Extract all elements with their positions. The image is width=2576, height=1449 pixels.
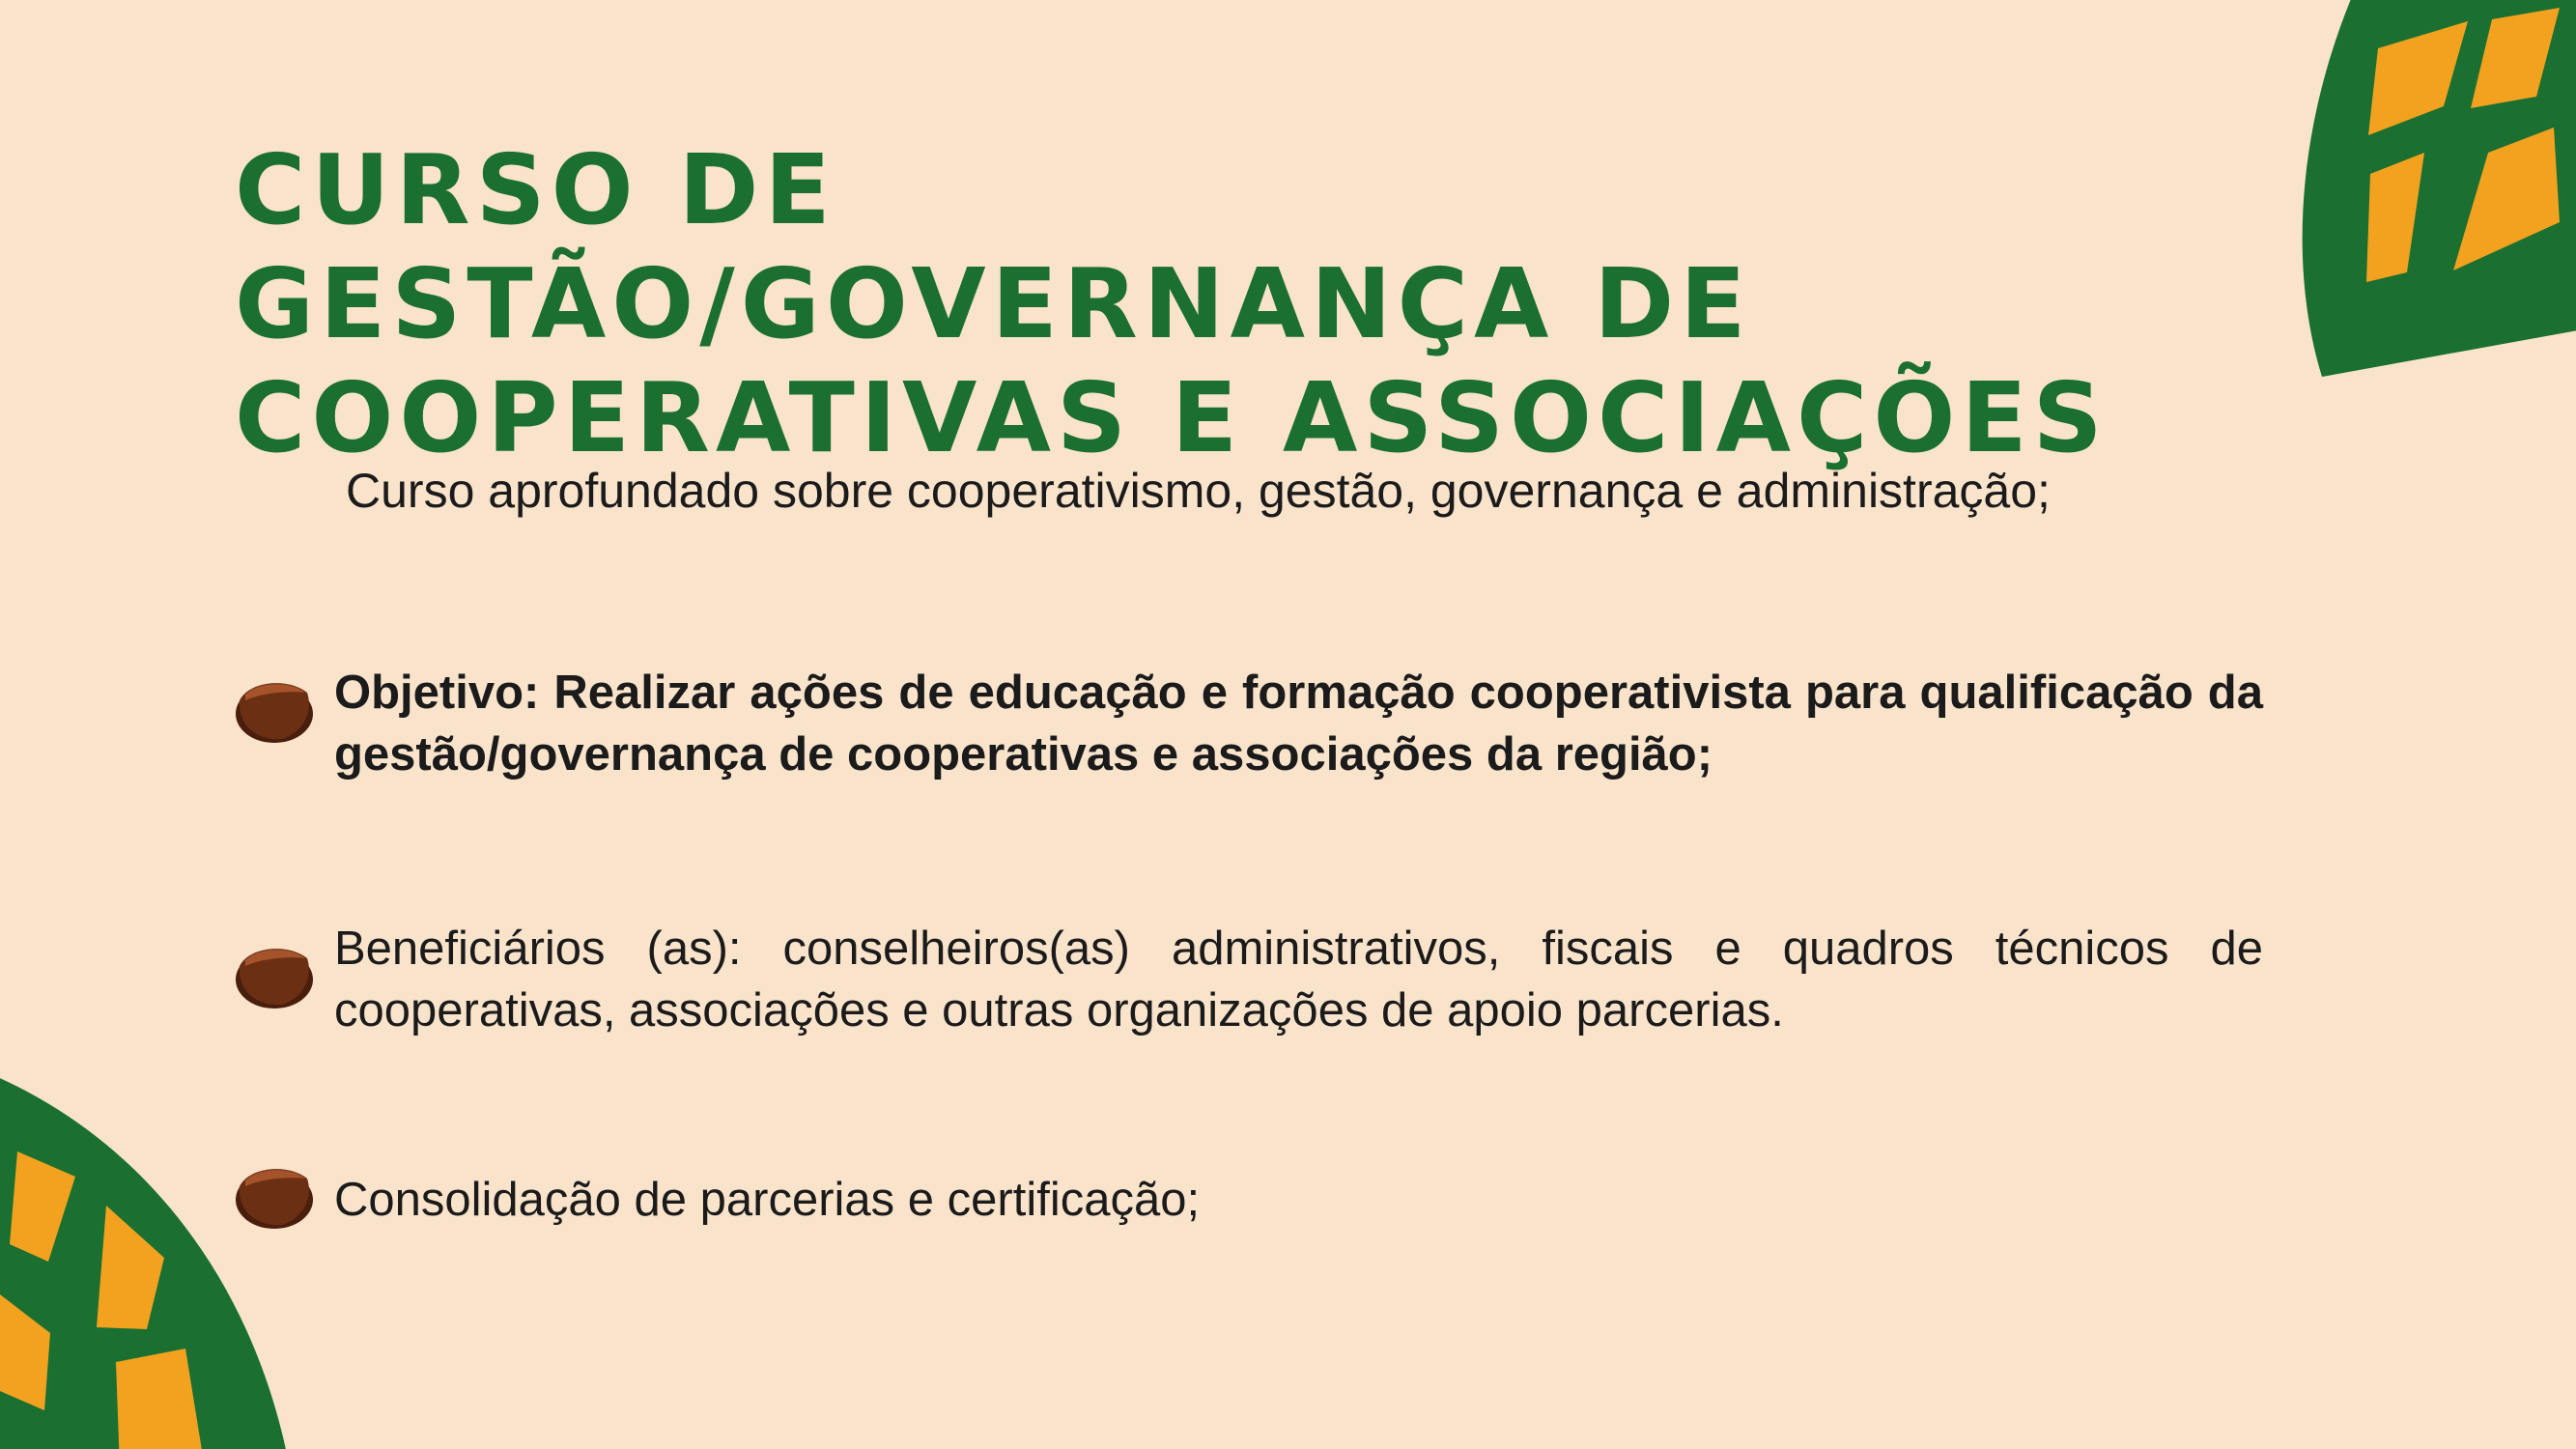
beneficiaries-text: Beneficiários (as): conselheiros(as) administrativos, fiscais e quadros técnicos de cooperativas, associações e outras organizações de apoio parcerias.: [334, 923, 2263, 1037]
page-title: [235, 133, 2166, 475]
objective-text: Objetivo: Realizar ações de educação e formação cooperativista para qualificação da gestão/governança de cooperativas e associações da região;: [334, 667, 2263, 781]
title-line-2: COOPERATIVAS E ASSOCIAÇÕES: [235, 361, 2109, 474]
partnerships-text: Consolidação de parcerias e certificação;: [334, 1174, 1201, 1226]
brazil-nut-icon: [230, 937, 317, 1014]
brazil-nut-icon: [230, 1157, 317, 1235]
brazil-nut-icon: [230, 671, 317, 749]
leaf-icon: [0, 1043, 309, 1449]
leaf-icon: [2299, 0, 2576, 386]
title-line-1: CURSO DE GESTÃO/GOVERNANÇA DE: [235, 133, 1752, 360]
intro-text: Curso aprofundado sobre cooperativismo, gestão, governança e administração;: [346, 464, 2051, 518]
